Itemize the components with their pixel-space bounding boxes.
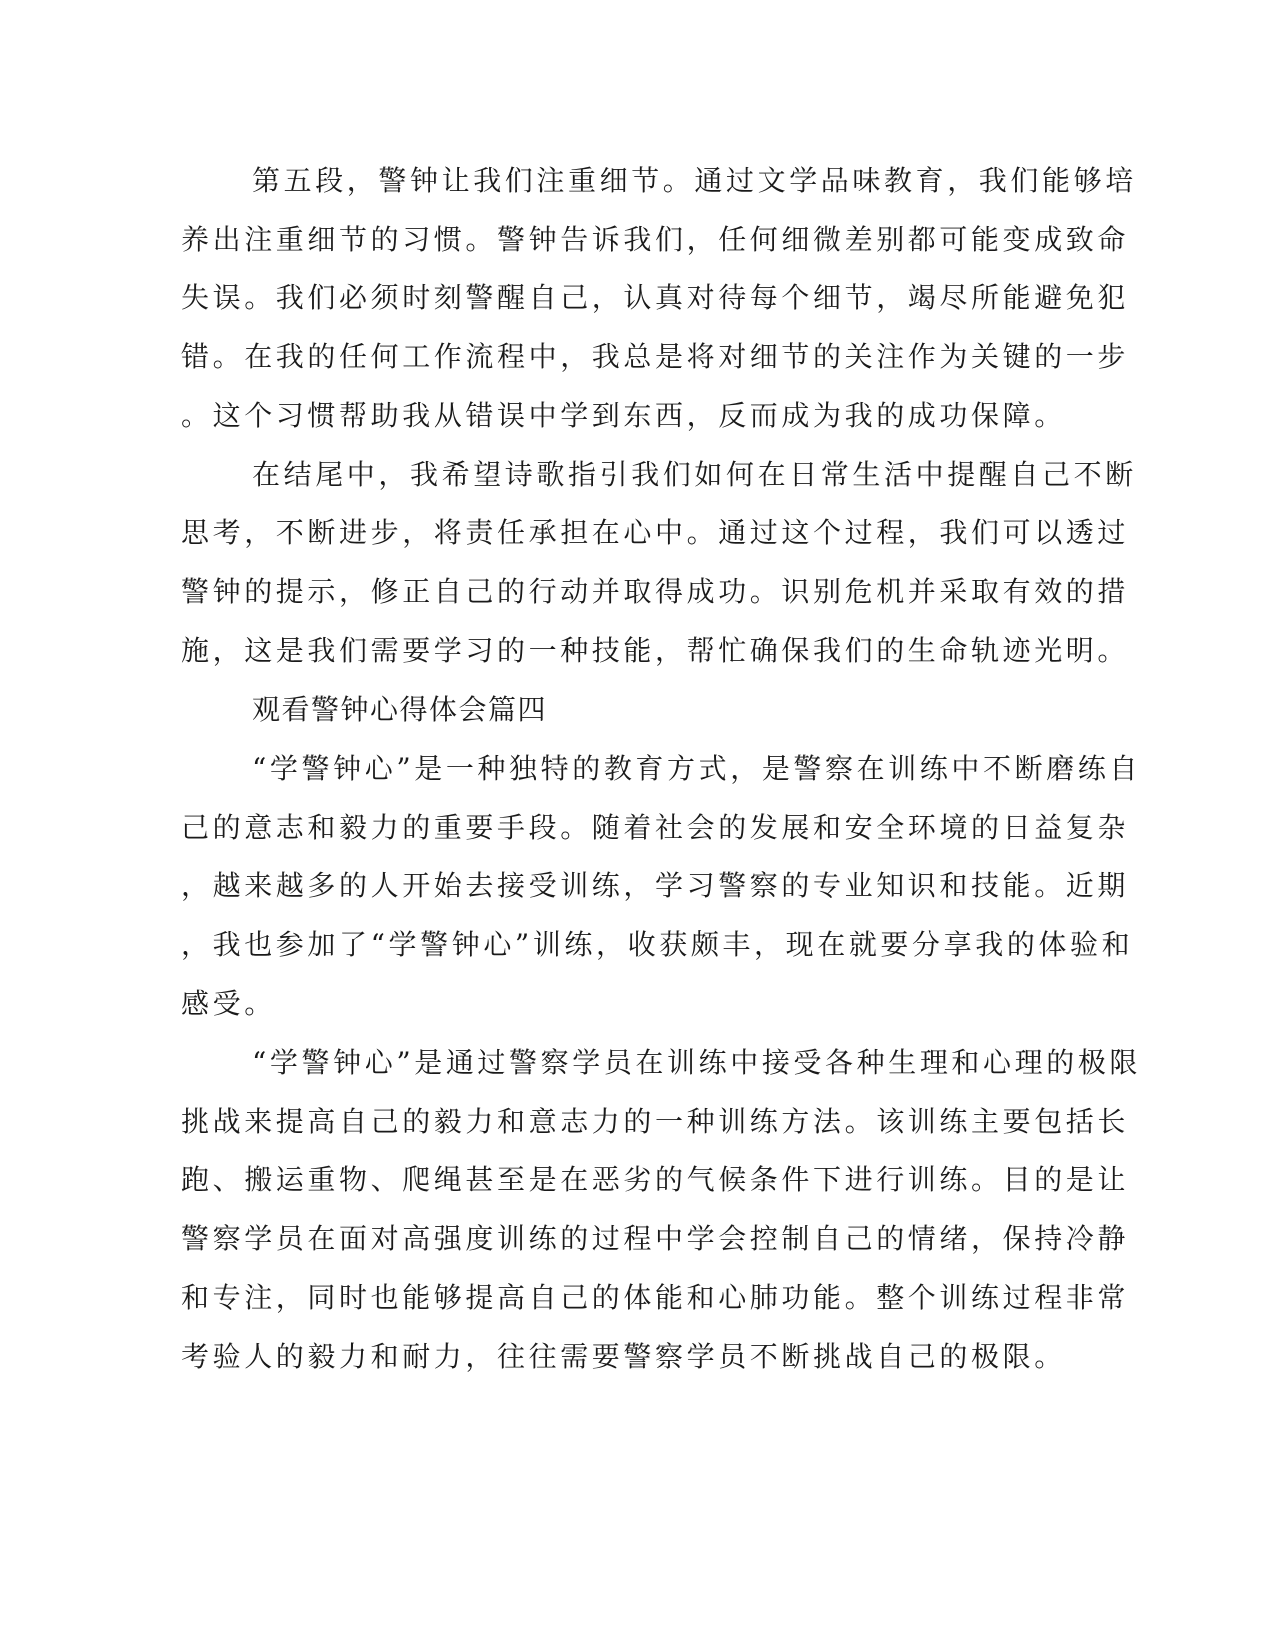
text: 第五段，警钟让我们注重细节。通过文学品味教育，我们能够培: [252, 164, 1137, 197]
text: 思考，不断进步，将责任承担在心中。通过这个过程，我们可以透过: [181, 516, 1130, 549]
paragraph-b-line-4: [0, 1216, 1275, 1262]
paragraph-b-line-3: [0, 1157, 1275, 1203]
conclusion-line-2: [0, 510, 1275, 556]
heading-text: 观看警钟心得体会篇四: [252, 693, 548, 726]
text: 错。在我的任何工作流程中，我总是将对细节的关注作为关键的一步: [181, 340, 1130, 373]
text: 感受。: [181, 987, 276, 1020]
text: 。这个习惯帮助我从错误中学到东西，反而成为我的成功保障。: [181, 399, 1066, 432]
text: 警察学员在面对高强度训练的过程中学会控制自己的情绪，保持冷静: [181, 1222, 1130, 1255]
conclusion-line-3: [0, 569, 1275, 615]
paragraph-b-line-1: [0, 1040, 1275, 1086]
text: ，越来越多的人开始去接受训练，学习警察的专业知识和技能。近期: [181, 869, 1130, 902]
paragraph-a-line-5: [0, 981, 1275, 1027]
paragraph-5-line-4: [0, 334, 1275, 380]
text: 警钟的提示，修正自己的行动并取得成功。识别危机并采取有效的措: [181, 575, 1130, 608]
text: 施，这是我们需要学习的一种技能，帮忙确保我们的生命轨迹光明。: [181, 634, 1130, 667]
conclusion-line-4: [0, 628, 1275, 674]
text: 己的意志和毅力的重要手段。随着社会的发展和安全环境的日益复杂: [181, 811, 1130, 844]
text: “学警钟心”是通过警察学员在训练中接受各种生理和心理的极限: [252, 1046, 1142, 1079]
text: 失误。我们必须时刻警醒自己，认真对待每个细节，竭尽所能避免犯: [181, 281, 1130, 314]
paragraph-b-line-5: [0, 1275, 1275, 1321]
paragraph-5-line-5: [0, 393, 1275, 439]
text: 考验人的毅力和耐力，往往需要警察学员不断挑战自己的极限。: [181, 1340, 1066, 1373]
section-heading: [0, 687, 1275, 733]
paragraph-a-line-4: [0, 922, 1275, 968]
paragraph-a-line-1: [0, 746, 1275, 792]
paragraph-5-line-3: [0, 275, 1275, 321]
paragraph-b-line-2: [0, 1099, 1275, 1145]
conclusion-line-1: [0, 452, 1275, 498]
text: “学警钟心”是一种独特的教育方式，是警察在训练中不断磨练自: [252, 752, 1142, 785]
text: 养出注重细节的习惯。警钟告诉我们，任何细微差别都可能变成致命: [181, 223, 1130, 256]
text: 在结尾中，我希望诗歌指引我们如何在日常生活中提醒自己不断: [252, 458, 1137, 491]
paragraph-a-line-2: [0, 805, 1275, 851]
paragraph-b-line-6: [0, 1334, 1275, 1380]
paragraph-5-line-1: [0, 158, 1275, 204]
text: 和专注，同时也能够提高自己的体能和心肺功能。整个训练过程非常: [181, 1281, 1130, 1314]
paragraph-5-line-2: [0, 217, 1275, 263]
text: 挑战来提高自己的毅力和意志力的一种训练方法。该训练主要包括长: [181, 1105, 1130, 1138]
text: ，我也参加了“学警钟心”训练，收获颇丰，现在就要分享我的体验和: [181, 928, 1134, 961]
text: 跑、搬运重物、爬绳甚至是在恶劣的气候条件下进行训练。目的是让: [181, 1163, 1130, 1196]
paragraph-a-line-3: [0, 863, 1275, 909]
